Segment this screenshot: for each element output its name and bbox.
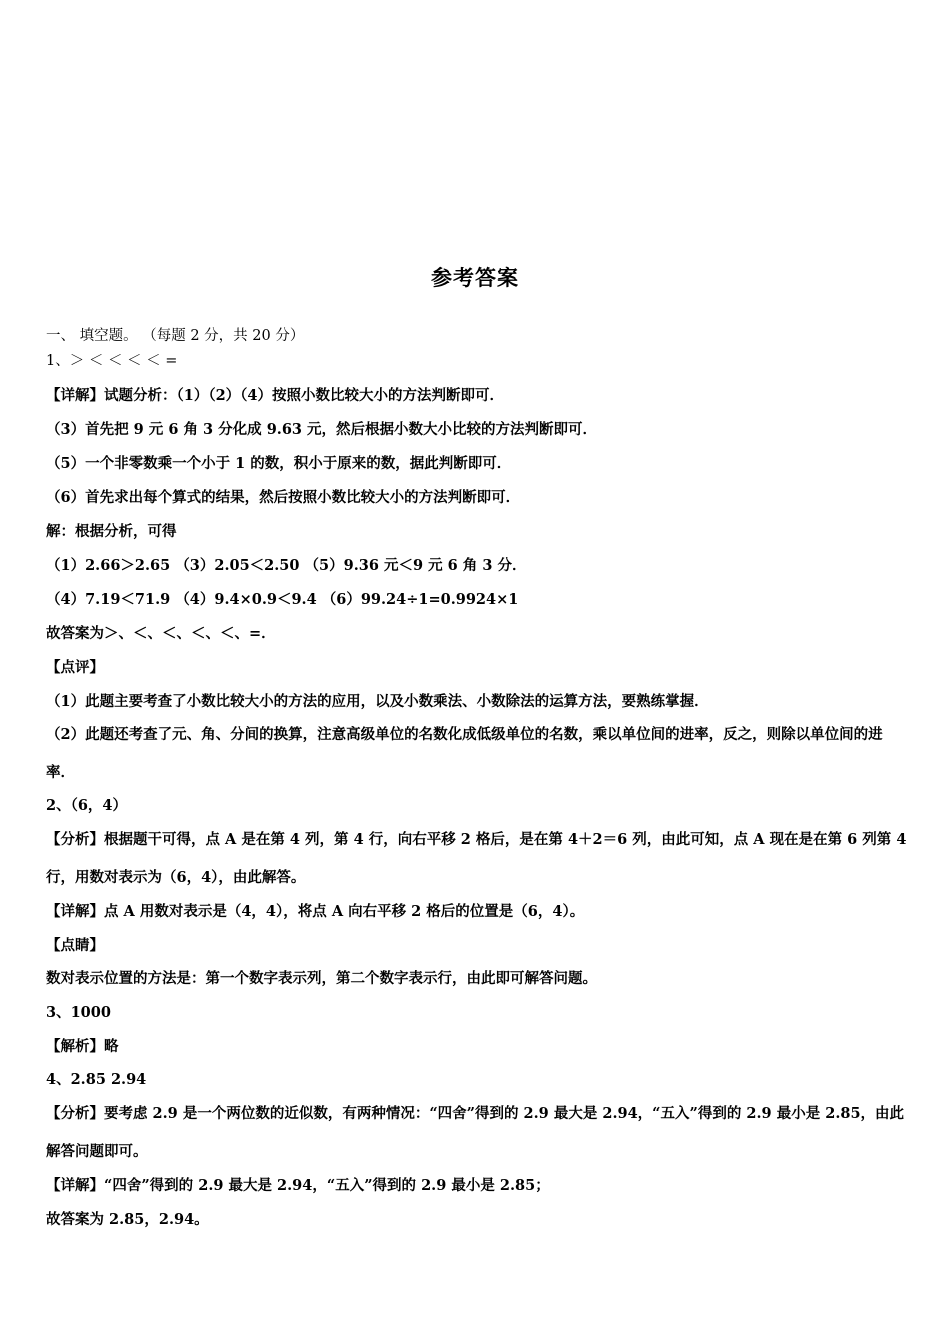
question-3-answer: 3、1000: [46, 1004, 111, 1021]
q2-analysis: 【分析】根据题干可得，点 A 是在第 4 列，第 4 行，向右平移 2 格后，是在第 4＋2＝6 列，由此可知，点 A 现在是在第 6 列第 4 行，用数对表示为（6，4），由此解答。: [46, 831, 907, 886]
q4-conclusion: 故答案为 2.85，2.94。: [46, 1211, 209, 1228]
q1-explanation-line: （3）首先把 9 元 6 角 3 分化成 9.63 元，然后根据小数大小比较的方法判断即可．: [46, 421, 598, 438]
q1-solution-line: （1）2.66＞2.65 （3）2.05＜2.50 （5）9.36 元＜9 元 6 角 3 分．: [46, 557, 527, 574]
q1-explanation-line: 【详解】试题分析：（1）（2）（4）按照小数比较大小的方法判断即可．: [46, 387, 505, 404]
q1-explanation-line: （6）首先求出每个算式的结果，然后按照小数比较大小的方法判断即可．: [46, 489, 521, 506]
page-title: 参考答案: [431, 265, 519, 290]
q1-explanation-line: （5）一个非零数乘一个小于 1 的数，积小于原来的数，据此判断即可．: [46, 455, 512, 472]
q1-comment-heading: 【点评】: [46, 659, 104, 676]
q1-conclusion: 故答案为＞、＜、＜、＜、＜、=．: [46, 625, 276, 642]
q4-explanation: 【详解】“四舍”得到的 2.9 最大是 2.94，“五入”得到的 2.9 最小是 2.85；: [46, 1177, 550, 1194]
q1-comment-line: （1）此题主要考查了小数比较大小的方法的应用，以及小数乘法、小数除法的运算方法，要熟练掌握．: [46, 693, 709, 710]
question-2-answer: 2、（6，4）: [46, 797, 128, 814]
q2-explanation: 【详解】点 A 用数对表示是（4，4），将点 A 向右平移 2 格后的位置是（6，4）。: [46, 903, 585, 920]
q1-solution-intro: 解：根据分析，可得: [46, 523, 177, 540]
q3-explanation: 【解析】略: [46, 1038, 119, 1055]
question-4-answer: 4、2.85 2.94: [46, 1071, 147, 1088]
q1-comment-line: （2）此题还考查了元、角、分间的换算，注意高级单位的名数化成低级单位的名数，乘以单位间的进率，反之，则除以单位间的进率．: [46, 726, 883, 781]
question-1-answer: 1、＞ ＜ ＜ ＜ ＜ =: [46, 353, 178, 369]
section-heading-fill-blank: 一、 填空题。 （每题 2 分，共 20 分）: [46, 328, 305, 344]
q2-comment: 数对表示位置的方法是：第一个数字表示列，第二个数字表示行，由此即可解答问题。: [46, 970, 597, 987]
q2-comment-heading: 【点睛】: [46, 937, 104, 954]
q1-solution-line: （4）7.19＜71.9 （4）9.4×0.9＜9.4 （6）99.24÷1=0.9924×1: [46, 591, 519, 608]
q4-analysis: 【分析】要考虑 2.9 是一个两位数的近似数，有两种情况：“四舍”得到的 2.9 最大是 2.94，“五入”得到的 2.9 最小是 2.85，由此解答问题即可。: [46, 1105, 905, 1160]
